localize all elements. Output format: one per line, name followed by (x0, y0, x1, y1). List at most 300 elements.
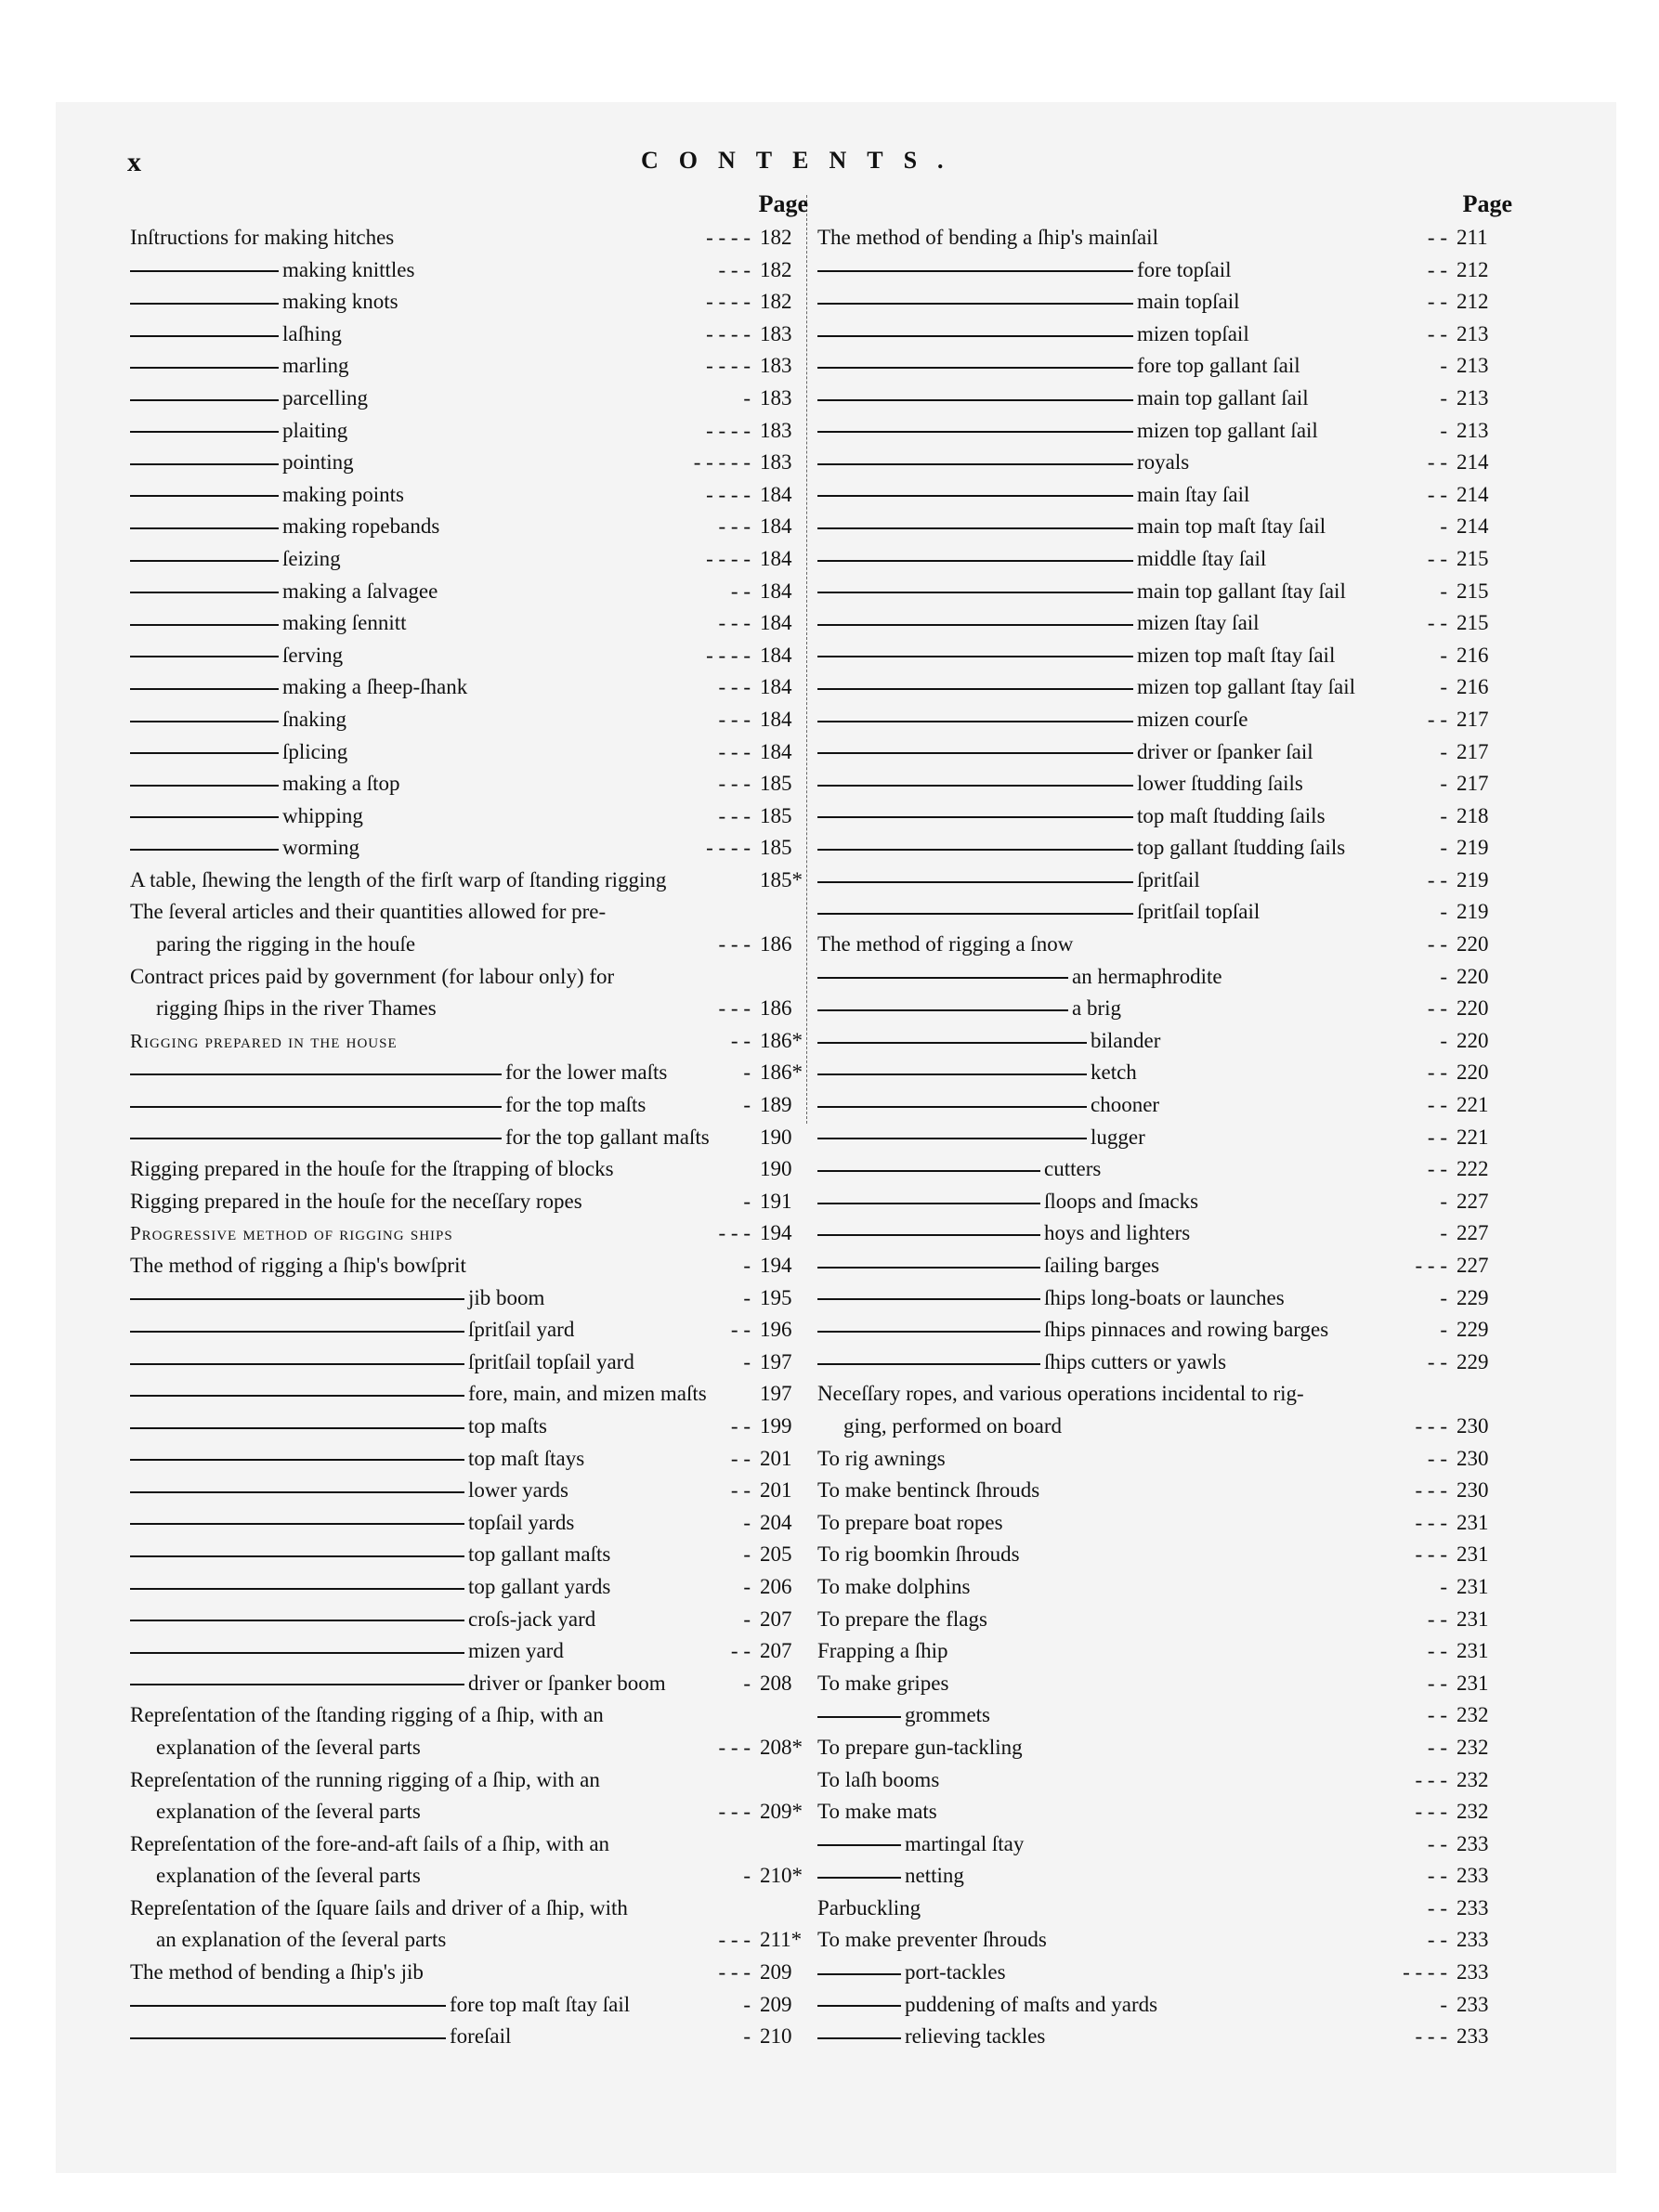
entry-title (130, 576, 438, 608)
entry-text: croſs-jack yard (468, 1607, 596, 1631)
contents-entry (817, 1475, 1505, 1507)
entry-leader: - - - - (706, 643, 751, 667)
entry-title (817, 768, 1303, 800)
entry-title (130, 319, 342, 351)
ditto-rule (817, 1234, 1040, 1236)
ditto-rule (817, 688, 1133, 690)
entry-title (130, 286, 398, 319)
entry-title (130, 768, 399, 800)
entry-page-number: 183 (760, 321, 792, 345)
entry-text: ſhips cutters or yawls (1044, 1349, 1227, 1373)
entry-title (130, 383, 368, 415)
entry-text: The method of rigging a ſhip's bowſprit (130, 1254, 466, 1277)
entry-page-number: 232 (1457, 1735, 1489, 1759)
entry-text: Parbuckling (817, 1895, 921, 1919)
ditto-rule (130, 688, 279, 690)
entry-page-number: 196 (760, 1318, 792, 1342)
entry-page-number: 194 (760, 1254, 792, 1277)
contents-entry (817, 1089, 1505, 1122)
entry-leader: - (1440, 1221, 1447, 1245)
entry-text: A table, ſhewing the length of the firſt warp of ſtanding rigging (130, 867, 667, 891)
entry-leader: - - - (718, 1800, 751, 1824)
entry-page-number: 221 (1457, 1125, 1489, 1149)
contents-entry (817, 479, 1505, 512)
entry-leader: - (743, 1864, 751, 1888)
entry-text: To rig boomkin ſhrouds (817, 1542, 1020, 1567)
ditto-rule (130, 303, 279, 305)
entry-text: Repreſentation of the ſtanding rigging of a ſhip, with an (130, 1703, 604, 1727)
contents-entry (817, 607, 1505, 640)
entry-text: netting (905, 1864, 964, 1888)
entry-text: Repreſentation of the fore-and-aft ſails of a ſhip, with an (130, 1831, 610, 1855)
entry-text: Inſtructions for making hitches (130, 226, 395, 249)
ditto-rule (817, 335, 1133, 337)
entry-leader: - (1440, 418, 1447, 442)
entry-leader: - - (1427, 867, 1447, 891)
entry-text: ſhips pinnaces and rowing barges (1044, 1318, 1329, 1342)
entry-text: Progressive method of rigging ships (130, 1222, 453, 1245)
entry-title (130, 832, 359, 865)
ditto-rule (130, 1363, 464, 1365)
entry-page-number: 209 (760, 1992, 792, 2016)
entry-page-number: 231 (1457, 1639, 1489, 1663)
entry-text: ſpritſail (1137, 867, 1200, 891)
entry-leader: - (1440, 354, 1447, 378)
ditto-rule (817, 560, 1133, 562)
entry-text: ſpritſail topſail yard (468, 1349, 634, 1373)
entry-title (130, 1089, 646, 1122)
entry-leader: - - (1427, 1864, 1447, 1888)
entry-page-number: 230 (1457, 1478, 1489, 1503)
contents-entry (130, 1057, 808, 1089)
contents-entry (130, 350, 808, 383)
entry-text: making ropebands (282, 514, 440, 539)
entry-title (130, 1378, 707, 1411)
contents-entry (817, 704, 1505, 736)
entry-leader: - (1440, 803, 1447, 827)
entry-leader: - (1440, 385, 1447, 410)
entry-leader: - - (1427, 611, 1447, 635)
entry-text: ſailing barges (1044, 1254, 1160, 1277)
entry-text: To make dolphins (817, 1574, 971, 1598)
contents-entry (817, 1057, 1505, 1089)
entry-leader: - - (1427, 1639, 1447, 1663)
contents-entry (130, 1796, 808, 1828)
entry-title (817, 383, 1309, 415)
entry-title (130, 1282, 544, 1315)
entry-leader: - (743, 1542, 751, 1567)
contents-entry (130, 865, 808, 897)
ditto-rule (130, 367, 279, 369)
entry-title (817, 1635, 948, 1668)
entry-title (817, 607, 1260, 640)
entry-leader: - - (1427, 1895, 1447, 1919)
entry-leader: - (1440, 643, 1447, 667)
entry-text: mizen top gallant ſtay ſail (1137, 675, 1356, 699)
entry-leader: - (1440, 1318, 1447, 1342)
entry-title (130, 865, 666, 897)
entry-leader: - - (1427, 290, 1447, 314)
entry-page-number: 184 (760, 611, 792, 635)
entry-leader: - (743, 385, 751, 410)
entry-leader: - (743, 1254, 751, 1277)
contents-entry (817, 993, 1505, 1025)
entry-text: The method of bending a ſhip's jib (130, 1960, 424, 1984)
contents-entry (817, 1957, 1505, 1989)
ditto-rule (817, 2005, 901, 2007)
entry-title (130, 800, 363, 833)
entry-text: an explanation of the ſeveral parts (156, 1928, 447, 1952)
entry-text: parcelling (282, 385, 368, 410)
entry-page-number: 233 (1457, 1895, 1489, 1919)
entry-leader: - - - - (706, 418, 751, 442)
entry-title (130, 511, 439, 543)
entry-leader: - - - - (706, 482, 751, 506)
entry-page-number: 212 (1457, 257, 1489, 281)
entry-leader: - - - (718, 739, 751, 763)
entry-text: To make bentinck ſhrouds (817, 1478, 1040, 1503)
contents-entry (817, 1539, 1505, 1571)
entry-text: driver or ſpanker ſail (1137, 739, 1313, 763)
contents-entry (817, 383, 1505, 415)
ditto-rule (130, 721, 279, 722)
contents-entry (817, 254, 1505, 287)
entry-title (817, 1475, 1039, 1507)
ditto-rule (817, 1009, 1068, 1011)
entry-text: mizen courſe (1137, 707, 1248, 731)
contents-entry (817, 350, 1505, 383)
contents-entry (130, 511, 808, 543)
entry-leader: - (743, 1671, 751, 1695)
entry-page-number: 231 (1457, 1607, 1489, 1631)
entry-page-number: 184 (760, 579, 792, 603)
contents-entry (130, 383, 808, 415)
entry-text: main top gallant ſtay ſail (1137, 579, 1346, 603)
contents-entry (817, 1507, 1505, 1540)
entry-text: explanation of the ſeveral parts (156, 1735, 421, 1759)
entry-leader: - - (1427, 1607, 1447, 1631)
contents-entry (130, 286, 808, 319)
entry-text: Frapping a ſhip (817, 1639, 948, 1663)
entry-page-number: 220 (1457, 932, 1489, 956)
entry-page-number: 204 (760, 1510, 792, 1534)
left-column (130, 190, 808, 2053)
ditto-rule (817, 1073, 1087, 1075)
ditto-rule (130, 1555, 464, 1557)
entry-title (130, 1732, 421, 1764)
entry-leader: - - - (1415, 1542, 1447, 1567)
entry-leader: - - - (718, 514, 751, 539)
entry-page-number: 214 (1457, 482, 1489, 506)
ditto-rule (817, 303, 1133, 305)
contents-entry (817, 1314, 1505, 1347)
contents-entry (130, 929, 808, 961)
entry-title (817, 479, 1249, 512)
entry-text: marling (282, 354, 349, 378)
entry-text: pointing (282, 450, 354, 475)
entry-title (130, 704, 346, 736)
entry-page-number: 183 (760, 385, 792, 410)
entry-page-number: 217 (1457, 739, 1489, 763)
contents-entry (817, 1571, 1505, 1604)
entry-leader: - - (1427, 1060, 1447, 1085)
entry-title (130, 993, 437, 1025)
ditto-rule (130, 1427, 464, 1429)
entry-leader: - - (1427, 1125, 1447, 1149)
entry-page-number: 231 (1457, 1671, 1489, 1695)
entry-leader: - - (1427, 257, 1447, 281)
entry-text: puddening of maſts and yards (905, 1992, 1158, 2016)
contents-entry (130, 1732, 808, 1764)
entry-title (817, 1411, 1062, 1443)
entry-page-number: 197 (760, 1349, 792, 1373)
entry-page-number: 184 (760, 739, 792, 763)
entry-leader: - - - - (1403, 1960, 1447, 1984)
entry-title (130, 1828, 609, 1861)
ditto-rule (817, 1042, 1087, 1044)
contents-entry (130, 1025, 808, 1058)
entry-leader: - (1440, 1992, 1447, 2016)
entry-page-number: 211 (1457, 226, 1488, 249)
ditto-rule (130, 1331, 464, 1333)
contents-entry (130, 1764, 808, 1797)
entry-title (130, 350, 349, 383)
entry-title (817, 1186, 1198, 1218)
entry-leader: - - (730, 1413, 751, 1438)
contents-entry (817, 543, 1505, 576)
contents-entry (817, 1924, 1505, 1957)
entry-text: explanation of the ſeveral parts (156, 1800, 421, 1824)
entry-text: port-tackles (905, 1960, 1006, 1984)
ditto-rule (130, 785, 279, 787)
running-head: CONTENTS. (641, 147, 964, 174)
entry-title (130, 1924, 446, 1957)
ditto-rule (130, 752, 279, 754)
entry-page-number: 213 (1457, 385, 1489, 410)
ditto-rule (817, 1298, 1040, 1300)
contents-entry (130, 1314, 808, 1347)
entry-leader: - - - (718, 1221, 751, 1245)
entry-leader: - (743, 1992, 751, 2016)
entry-page-number: 220 (1457, 996, 1489, 1021)
contents-entry (130, 1668, 808, 1700)
ditto-rule (130, 624, 279, 626)
entry-title (130, 1153, 614, 1186)
entry-title (817, 511, 1326, 543)
entry-title (817, 1957, 1006, 1989)
ditto-rule (817, 1203, 1040, 1204)
entry-leader: - (1440, 1285, 1447, 1309)
contents-entry (817, 640, 1505, 672)
entry-title (817, 1989, 1157, 2022)
entry-text: making a ſalvagee (282, 579, 438, 603)
right-column (817, 190, 1512, 2053)
entry-title (130, 2021, 511, 2053)
entry-leader: - - - (718, 675, 751, 699)
entry-leader: - - - (718, 707, 751, 731)
contents-entry (817, 671, 1505, 704)
entry-title (817, 319, 1249, 351)
contents-entry (130, 1347, 808, 1379)
left-entries (130, 222, 808, 2053)
entry-leader: - - - (718, 1735, 751, 1759)
entry-page-number: 186* (760, 1060, 803, 1085)
entry-title (817, 1796, 937, 1828)
entry-title (817, 704, 1248, 736)
entry-title (817, 1217, 1190, 1250)
ditto-rule (817, 1844, 901, 1846)
ditto-rule (130, 463, 279, 465)
entry-text: mizen ſtay ſail (1137, 611, 1260, 635)
ditto-rule (817, 1267, 1040, 1269)
contents-entry (817, 1732, 1505, 1764)
entry-text: main top maſt ſtay ſail (1137, 514, 1326, 539)
entry-title (817, 800, 1326, 833)
entry-title (130, 1347, 634, 1379)
ditto-rule (817, 527, 1133, 529)
entry-page-number: 217 (1457, 772, 1489, 796)
contents-entry (130, 704, 808, 736)
entry-page-number: 210* (760, 1864, 803, 1888)
ditto-rule (817, 592, 1133, 593)
contents-entry (130, 736, 808, 769)
ditto-rule (817, 1138, 1087, 1139)
entry-title (817, 415, 1318, 448)
entry-title (817, 832, 1345, 865)
entry-leader: - - - - (706, 226, 751, 249)
contents-entry (130, 1507, 808, 1540)
entry-title (130, 1764, 600, 1797)
ditto-rule (130, 431, 279, 433)
ditto-rule (817, 977, 1068, 979)
entry-page-number: 219 (1457, 836, 1489, 860)
entry-title (817, 993, 1121, 1025)
entry-page-number: 184 (760, 643, 792, 667)
contents-entry (130, 1539, 808, 1571)
entry-leader: - (743, 2024, 751, 2049)
contents-entry (817, 1153, 1505, 1186)
contents-entry (817, 1796, 1505, 1828)
entry-leader: - (1440, 1028, 1447, 1052)
contents-entry (130, 543, 808, 576)
entry-title (817, 543, 1266, 576)
entry-page-number: 208 (760, 1671, 792, 1695)
entry-page-number: 185* (760, 867, 803, 891)
entry-page-number: 182 (760, 290, 792, 314)
entry-page-number: 213 (1457, 354, 1489, 378)
entry-text: ſpritſail topſail (1137, 900, 1261, 924)
entry-page-number: 186* (760, 1028, 803, 1052)
entry-page-number: 227 (1457, 1221, 1489, 1245)
ditto-rule (817, 624, 1133, 626)
entry-text: Rigging prepared in the houſe for the neceſſary ropes (130, 1189, 582, 1213)
contents-entry (130, 1957, 808, 1989)
entry-text: main ſtay ſail (1137, 482, 1250, 506)
ditto-rule (130, 335, 279, 337)
entry-text: cutters (1044, 1157, 1102, 1181)
entry-text: foreſail (450, 2024, 512, 2049)
entry-title (817, 929, 1073, 961)
ditto-rule (817, 270, 1133, 272)
ditto-rule (817, 816, 1133, 818)
entry-title (817, 1924, 1047, 1957)
entry-page-number: 182 (760, 257, 792, 281)
contents-entry (817, 2021, 1505, 2053)
contents-entry (817, 1604, 1505, 1636)
entry-text: mizen topſail (1137, 321, 1249, 345)
entry-title (130, 1796, 421, 1828)
entry-text: fore top maſt ſtay ſail (450, 1992, 631, 2016)
entry-page-number: 227 (1457, 1189, 1489, 1213)
ditto-rule (817, 1716, 901, 1718)
entry-title (817, 1282, 1285, 1315)
ditto-rule (817, 785, 1133, 787)
entry-text: lugger (1091, 1125, 1145, 1149)
contents-entry (130, 607, 808, 640)
entry-page-number: 190 (760, 1157, 792, 1181)
entry-page-number: 185 (760, 803, 792, 827)
entry-page-number: 215 (1457, 546, 1489, 570)
entry-title (130, 896, 606, 929)
entry-title (817, 350, 1300, 383)
ditto-rule (130, 1588, 464, 1590)
entry-page-number: 207 (760, 1639, 792, 1663)
entry-title (130, 415, 347, 448)
ditto-rule (130, 2037, 446, 2039)
ditto-rule (130, 527, 279, 529)
contents-entry (817, 415, 1505, 448)
contents-entry (817, 1668, 1505, 1700)
entry-text: paring the rigging in the houſe (156, 932, 416, 956)
entry-leader: - - (730, 1318, 751, 1342)
entry-title (130, 222, 394, 254)
entry-page-number: 207 (760, 1607, 792, 1631)
entry-title (817, 1250, 1159, 1282)
entry-leader: - - - - (706, 321, 751, 345)
entry-title (817, 640, 1335, 672)
entry-page-number: 201 (760, 1446, 792, 1470)
entry-text: worming (282, 836, 360, 860)
entry-page-number: 218 (1457, 803, 1489, 827)
contents-entry (817, 1378, 1505, 1411)
entry-title (817, 447, 1189, 479)
entry-page-number: 212 (1457, 290, 1489, 314)
entry-title (130, 1057, 667, 1089)
contents-entry (130, 576, 808, 608)
contents-entry (817, 1860, 1505, 1893)
entry-text: Repreſentation of the ſquare ſails and driver of a ſhip, with (130, 1895, 628, 1919)
entry-text: making points (282, 482, 404, 506)
entry-leader: - - - (1415, 1478, 1447, 1503)
ditto-rule (817, 913, 1133, 915)
ditto-rule (130, 1459, 464, 1461)
entry-page-number: 219 (1457, 867, 1489, 891)
entry-text: middle ſtay ſail (1137, 546, 1267, 570)
contents-entry (130, 1153, 808, 1186)
ditto-rule (130, 816, 279, 818)
entry-text: The ſeveral articles and their quantities allowed for pre- (130, 900, 607, 924)
entry-title (817, 1443, 946, 1476)
entry-leader: - - (730, 1446, 751, 1470)
entry-leader: - - - (1415, 1767, 1447, 1791)
entry-title (130, 1699, 604, 1732)
entry-title (817, 1668, 948, 1700)
contents-entry (817, 1893, 1505, 1925)
entry-leader: - - - (718, 772, 751, 796)
ditto-rule (817, 849, 1133, 851)
entry-leader: - - (1427, 1928, 1447, 1952)
ditto-rule (130, 1684, 464, 1685)
